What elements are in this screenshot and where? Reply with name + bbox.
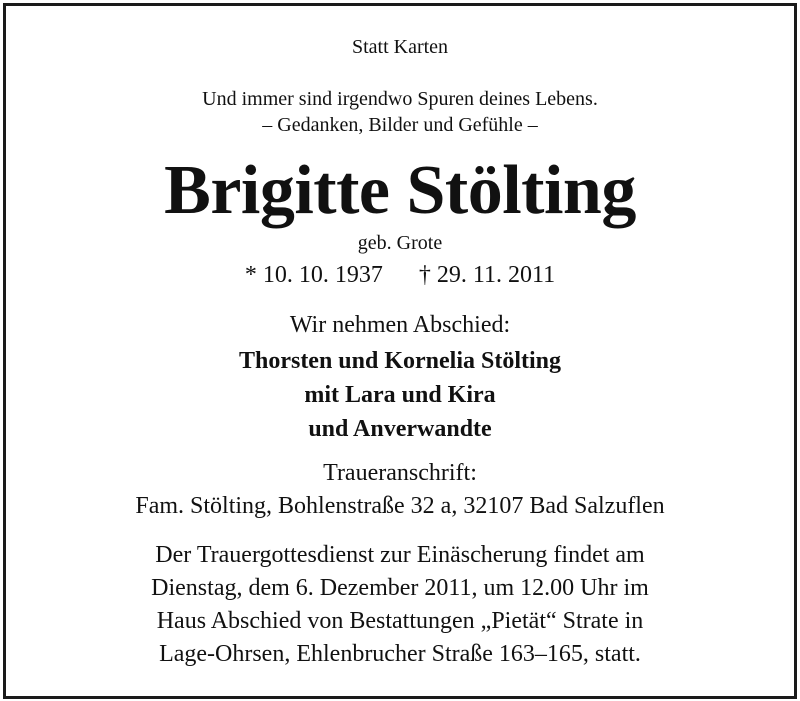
mourner-line-3: und Anverwandte [308, 416, 492, 442]
birth-date: * 10. 10. 1937 [244, 262, 383, 288]
death-date: † 29. 11. 2011 [418, 262, 556, 288]
service-line-1: Der Trauergottesdienst zur Einäscherung findet am [155, 542, 645, 568]
mourner-line-1: Thorsten und Kornelia Stölting [238, 348, 562, 374]
mourner-line-2: mit Lara und Kira [304, 382, 496, 408]
service-line-3: Haus Abschied von Bestattungen „Pietät“ Strate in [156, 608, 644, 634]
address-text: Fam. Stölting, Bohlenstraße 32 a, 32107 Bad Salzuflen [135, 493, 665, 519]
maiden-name: geb. Grote [357, 232, 443, 254]
statt-karten-text: Statt Karten [351, 36, 449, 58]
address-label: Traueranschrift: [323, 460, 477, 486]
farewell-intro: Wir nehmen Abschied: [289, 312, 511, 338]
obituary-notice [3, 3, 797, 699]
life-dates [6, 262, 794, 289]
service-line-4: Lage-Ohrsen, Ehlenbrucher Straße 163–165, statt. [159, 641, 641, 667]
deceased-name: Brigitte Stölting [164, 152, 636, 229]
quote-line-2: – Gedanken, Bilder und Gefühle – [262, 114, 538, 136]
quote-line-1: Und immer sind irgendwo Spuren deines Lebens. [202, 88, 598, 110]
service-line-2: Dienstag, dem 6. Dezember 2011, um 12.00 Uhr im [151, 575, 649, 601]
